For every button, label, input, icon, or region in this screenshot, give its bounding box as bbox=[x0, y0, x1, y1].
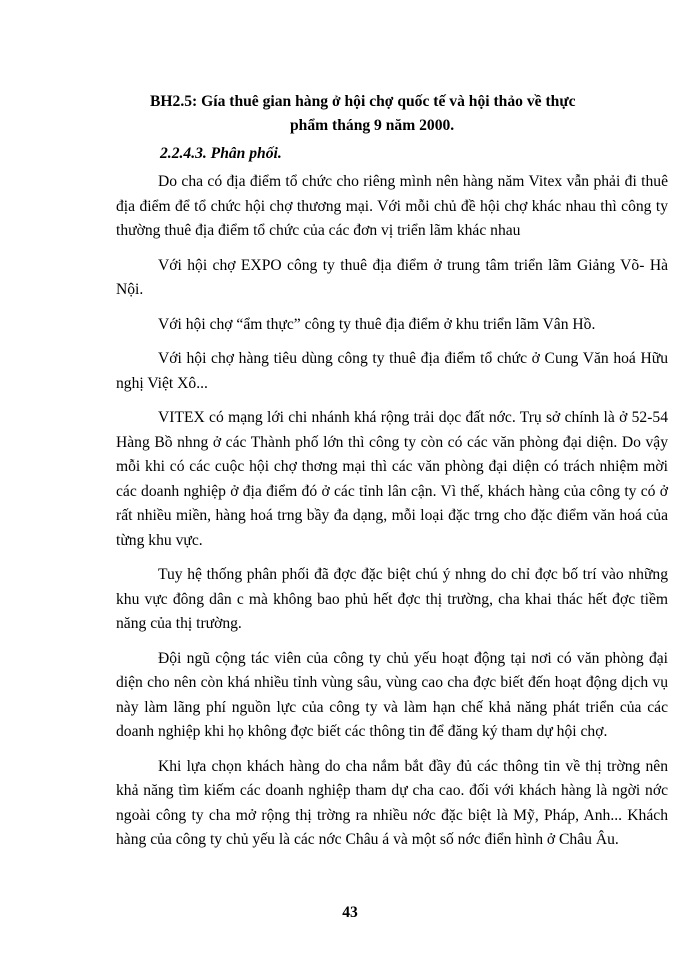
paragraph: Khi lựa chọn khách hàng do cha nắm bắt đầy đủ các thông tin về thị trờng nên khả năng tìm kiếm các doanh nghiệp tham dự cha cao. đối với khách hàng là ngời nớc ngoài công ty cha mở rộng thị trờng ra nhiều nớc đặc biệt là Mỹ, Pháp, Anh... Khách hàng của công ty chủ yếu là các nớc Châu á và một số nớc điển hình ở Châu Âu. bbox=[116, 757, 668, 848]
caption-line-2: phẩm tháng 9 năm 2000. bbox=[290, 117, 455, 134]
paragraph: Với hội chợ “ẩm thực” công ty thuê địa điểm ở khu triển lãm Vân Hồ. bbox=[158, 315, 596, 333]
paragraph: Với hội chợ EXPO công ty thuê địa điểm ở trung tâm triển lãm Giảng Võ- Hà Nội. bbox=[116, 256, 668, 298]
paragraph: VITEX có mạng lới chi nhánh khá rộng trải dọc đất nớc. Trụ sở chính là ở 52-54 Hàng Bồ nhng ở các Thành phố lớn thì công ty còn có các văn phòng đại diện. Do vậy mỗi khi có các cuộc hội chợ thơng mại thì các văn phòng đại diện có trách nhiệm mời các doanh nghiệp ở địa điểm đó ở các tỉnh lân cận. Vì thế, khách hàng của công ty có ở rất nhiều miền, hàng hoá trng bầy đa dạng, mỗi loại đặc trng cho đặc điểm văn hoá của từng khu vực. bbox=[116, 409, 668, 549]
page-number: 43 bbox=[342, 904, 358, 921]
caption-line-1: BH2.5: Gía thuê gian hàng ở hội chợ quốc tế và hội thảo về thực bbox=[150, 93, 576, 110]
paragraph: Với hội chợ hàng tiêu dùng công ty thuê địa điểm tổ chức ở Cung Văn hoá Hữu nghị Việt Xô... bbox=[116, 350, 668, 392]
paragraph: Tuy hệ thống phân phối đã đợc đặc biệt chú ý nhng do chỉ đợc bố trí vào những khu vực đông dân c mà không bao phủ hết đợc thị trường, cha khai thác hết đợc tiềm năng của thị trường. bbox=[116, 566, 668, 632]
table-caption bbox=[150, 90, 660, 138]
paragraph: Đội ngũ cộng tác viên của công ty chủ yếu hoạt động tại nơi có văn phòng đại diện cho nên còn khá nhiều tỉnh vùng sâu, vùng cao cha đợc biết đến hoạt động dịch vụ này làm lãng phí nguồn lực của công ty và làm hạn chế khả năng phát triển của các doanh nghiệp khi họ không đợc biết các thông tin để đăng ký tham dự hội chợ. bbox=[116, 649, 668, 740]
paragraph: Do cha có địa điểm tổ chức cho riêng mình nên hàng năm Vitex vẫn phải đi thuê địa điểm để tổ chức hội chợ thương mại. Với mỗi chủ đề hội chợ khác nhau thì công ty thường thuê địa điểm tổ chức của các đơn vị triển lãm khác nhau bbox=[116, 173, 668, 239]
body-text bbox=[116, 170, 668, 863]
section-heading: 2.2.4.3. Phân phối. bbox=[160, 145, 282, 162]
